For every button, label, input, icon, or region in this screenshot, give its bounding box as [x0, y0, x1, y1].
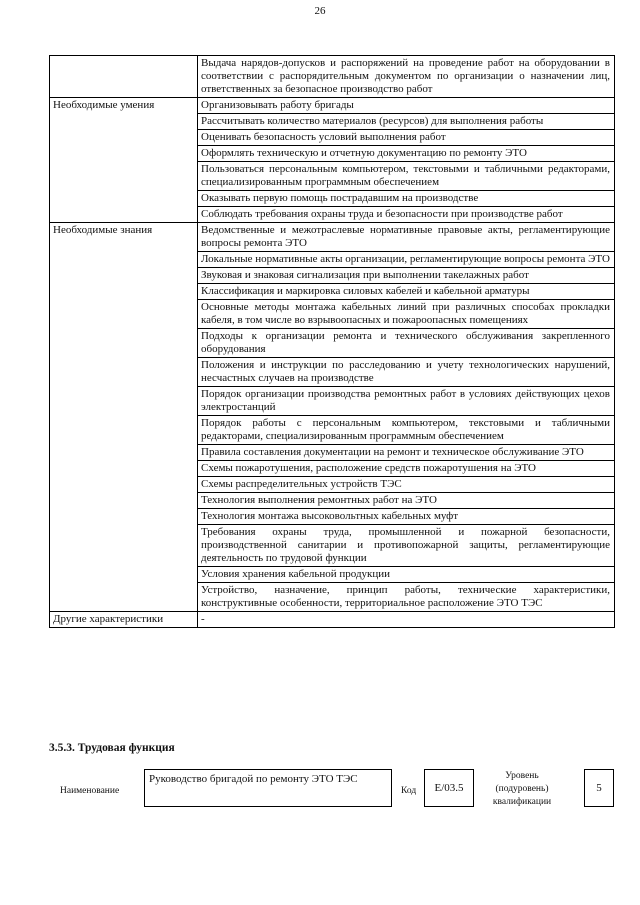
requirement-item: Оказывать первую помощь пострадавшим на производстве: [198, 191, 615, 207]
requirements-table: [49, 55, 615, 628]
row-label: Необходимые умения: [50, 98, 198, 223]
table-row: [50, 223, 615, 252]
requirement-item: Пользоваться персональным компьютером, текстовыми и табличными редакторами, специализированным программным обеспечением: [198, 162, 615, 191]
level-value-box: 5: [584, 769, 614, 807]
requirement-item: Соблюдать требования охраны труда и безопасности при производстве работ: [198, 207, 615, 223]
requirement-item: Условия хранения кабельной продукции: [198, 567, 615, 583]
requirement-item: Технология монтажа высоковольтных кабельных муфт: [198, 509, 615, 525]
row-label: Необходимые знания: [50, 223, 198, 612]
requirement-item: Локальные нормативные акты организации, регламентирующие вопросы ремонта ЭТО: [198, 252, 615, 268]
code-label: Код: [401, 786, 417, 796]
requirement-item: Звуковая и знаковая сигнализация при выполнении такелажных работ: [198, 268, 615, 284]
requirement-item: Основные методы монтажа кабельных линий при различных способах прокладки кабеля, в том числе во взрывоопасных и пожароопасных помещениях: [198, 300, 615, 329]
requirement-item: Оценивать безопасность условий выполнения работ: [198, 130, 615, 146]
level-label: Уровень (подуровень) квалификации: [492, 771, 552, 807]
page-number: 26: [314, 5, 326, 17]
requirement-item: Подходы к организации ремонта и технического обслуживания закрепленного оборудования: [198, 329, 615, 358]
requirement-item: Оформлять техническую и отчетную документацию по ремонту ЭТО: [198, 146, 615, 162]
function-name-box: Руководство бригадой по ремонту ЭТО ТЭС: [144, 769, 392, 807]
requirement-item: Ведомственные и межотраслевые нормативные правовые акты, регламентирующие вопросы ремонта ЭТО: [198, 223, 615, 252]
requirement-item: Организовывать работу бригады: [198, 98, 615, 114]
requirement-item: Рассчитывать количество материалов (ресурсов) для выполнения работы: [198, 114, 615, 130]
requirement-item: Устройство, назначение, принцип работы, технические характеристики, конструктивные особенности, территориальное расположение ЭТО ТЭС: [198, 583, 615, 612]
name-label: Наименование: [60, 786, 120, 796]
row-label: Другие характеристики: [50, 612, 198, 628]
section-title: 3.5.3. Трудовая функция: [49, 742, 175, 754]
requirement-item: -: [198, 612, 615, 628]
requirement-item: Правила составления документации на ремонт и техническое обслуживание ЭТО: [198, 445, 615, 461]
requirement-item: Порядок работы с персональным компьютером, текстовыми и табличными редакторами, специализированным программным обеспечением: [198, 416, 615, 445]
table-row: [50, 612, 615, 628]
requirement-item: Схемы распределительных устройств ТЭС: [198, 477, 615, 493]
requirement-item: Требования охраны труда, промышленной и пожарной безопасности, производственной санитарии и противопожарной защиты, регламентирующие деятельность по трудовой функции: [198, 525, 615, 567]
requirement-item: Технология выполнения ремонтных работ на ЭТО: [198, 493, 615, 509]
requirement-item: Выдача нарядов-допусков и распоряжений на проведение работ на оборудовании в соответствии с распорядительным документом по организации о назначении лиц, ответственных за безопасное производство работ: [198, 56, 615, 98]
requirement-item: Схемы пожаротушения, расположение средств пожаротушения на ЭТО: [198, 461, 615, 477]
requirement-item: Порядок организации производства ремонтных работ в условиях действующих цехов электростанций: [198, 387, 615, 416]
table-row: [50, 98, 615, 114]
row-label: [50, 56, 198, 98]
function-code-box: E/03.5: [424, 769, 474, 807]
requirement-item: Классификация и маркировка силовых кабелей и кабельной арматуры: [198, 284, 615, 300]
requirement-item: Положения и инструкции по расследованию и учету технологических нарушений, несчастных случаев на производстве: [198, 358, 615, 387]
table-row: [50, 56, 615, 98]
